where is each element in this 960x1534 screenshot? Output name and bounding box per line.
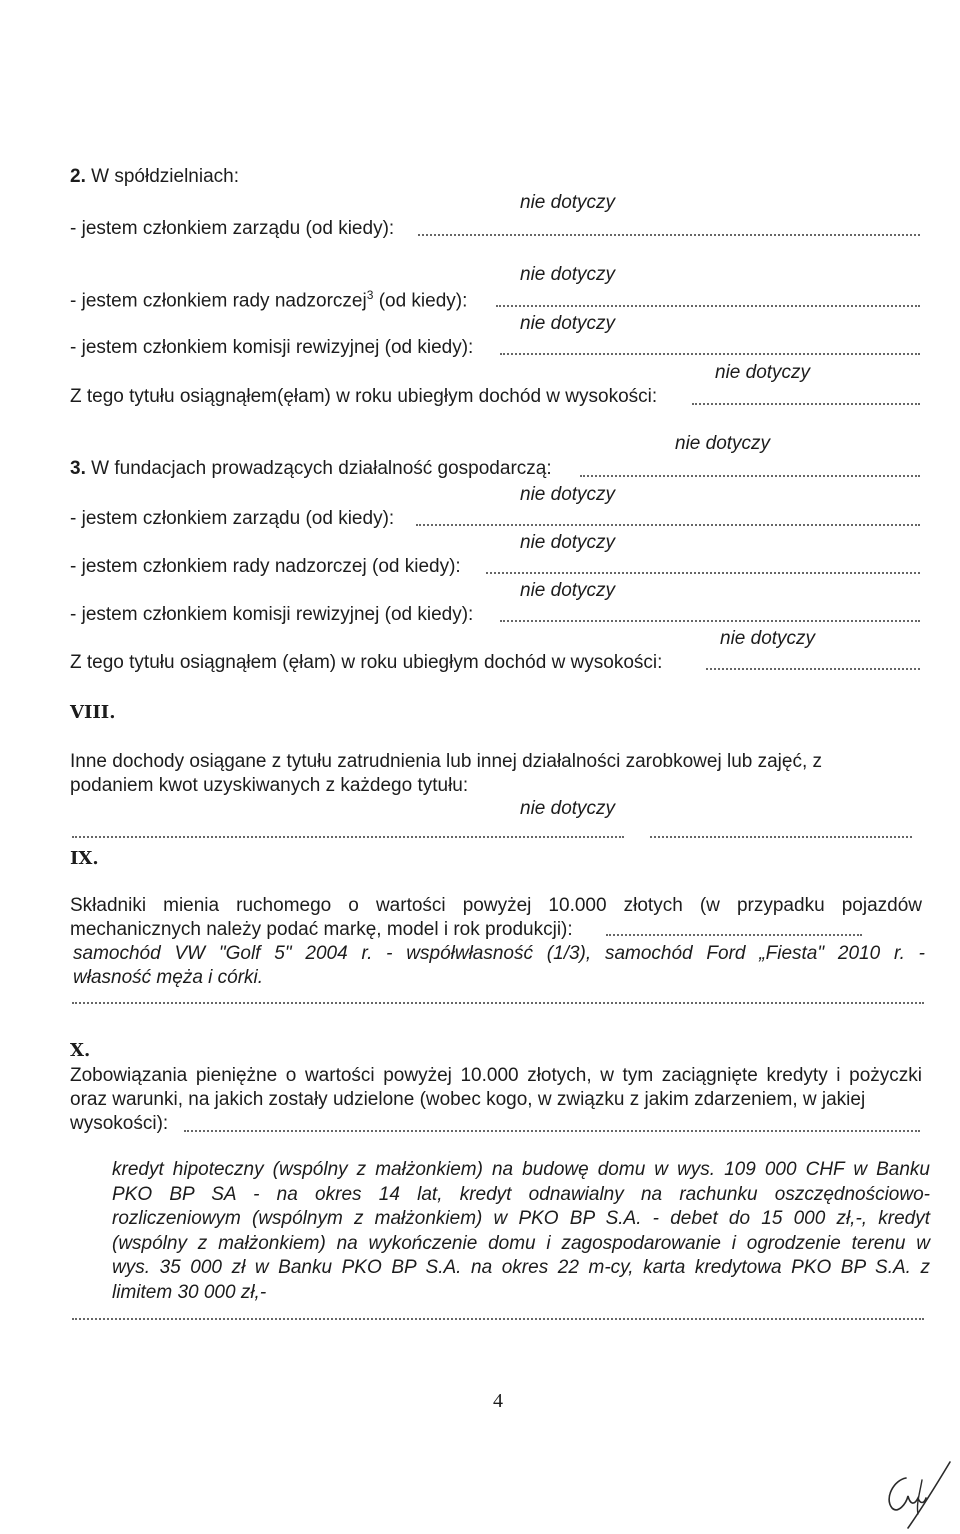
section-10-answer-line6: limitem 30 000 zł,- (112, 1281, 267, 1303)
s2-row4-dotted-line (692, 403, 920, 405)
s2-row2-value: nie dotyczy (520, 264, 616, 285)
section-8-dotted-line-a (72, 836, 624, 838)
s2-row2-label (70, 288, 467, 312)
s3-row1-label: - jestem członkiem zarządu (od kiedy): (70, 508, 395, 529)
section-10-text (70, 1064, 922, 1136)
s3-row4-value: nie dotyczy (720, 628, 816, 649)
s2-row4-value: nie dotyczy (715, 362, 811, 383)
section-8-value: nie dotyczy (520, 798, 616, 819)
section-8-text (70, 750, 822, 798)
s3-row1-value: nie dotyczy (520, 484, 616, 505)
section-3-title-text: W fundacjach prowadzących działalność gospodarczą: (91, 458, 552, 479)
section-8-heading: VIII. (70, 702, 116, 723)
s3-row4-dotted-line (706, 668, 920, 670)
s2-row1-label: - jestem członkiem zarządu (od kiedy): (70, 218, 395, 239)
s2-row4-label: Z tego tytułu osiągnąłem(ęłam) w roku ubiegłym dochód w wysokości: (70, 386, 658, 407)
section-10-heading: X. (70, 1040, 91, 1061)
section-2-number: 2. (70, 166, 86, 187)
s3-row3-dotted-line (500, 620, 920, 622)
section-2-title-text: W spółdzielniach: (91, 166, 239, 187)
section-9-dotted-line (606, 934, 862, 936)
s2-row2-label-pre: - jestem członkiem rady nadzorczej (70, 290, 367, 312)
section-10-answer (112, 1158, 930, 1305)
s3-row4-label: Z tego tytułu osiągnąłem (ęłam) w roku ubiegłym dochód w wysokości: (70, 652, 663, 673)
s3-row1-dotted-line (416, 524, 920, 526)
section-10-text-line3: wysokości): (70, 1113, 169, 1134)
s3-title-value: nie dotyczy (675, 433, 771, 454)
page-number: 4 (493, 1390, 503, 1412)
section-10-text-line2: oraz warunki, na jakich zostały udzielone (wobec kogo, w związku z jakim zdarzeniem, w jakiej (70, 1089, 866, 1110)
section-10-answer-line4: (wspólny z małżonkiem) na wykończenie domu i zagospodarowanie i ogrodzenie terenu w (112, 1232, 930, 1254)
section-10-answer-line1: kredyt hipoteczny (wspólny z małżonkiem) na budowę domu w wys. 109 000 CHF w Banku (112, 1159, 930, 1180)
section-10-bottom-dotted-line (72, 1318, 924, 1320)
s2-row3-dotted-line (500, 353, 920, 355)
section-2-title (70, 166, 239, 188)
s2-row3-value: nie dotyczy (520, 313, 616, 334)
section-9-text-line1: Składniki mienia ruchomego o wartości powyżej 10.000 złotych (w przypadku pojazdów (70, 895, 922, 916)
section-8-dotted-line-b (650, 836, 912, 838)
s3-row2-dotted-line (486, 572, 920, 574)
s2-row3-label: - jestem członkiem komisji rewizyjnej (od kiedy): (70, 337, 474, 358)
section-9-answer-line2: własność męża i córki. (73, 967, 264, 988)
section-9-bottom-dotted-line (72, 1002, 924, 1004)
section-9-answer-line1: samochód VW "Golf 5" 2004 r. - współwłasność (1/3), samochód Ford „Fiesta" 2010 r. - (73, 943, 925, 964)
section-9-heading: IX. (70, 848, 99, 869)
section-10-answer-line3: rozliczeniowym (wspólnym z małżonkiem) w PKO BP S.A. - debet do 15 000 zł,-, kredyt (112, 1208, 930, 1229)
section-10-answer-line2: PKO BP SA - na okres 14 lat, kredyt odnawialny na rachunku oszczędnościowo- (112, 1183, 930, 1205)
s3-row2-label: - jestem członkiem rady nadzorczej (od kiedy): (70, 556, 461, 577)
s2-row2-label-post: (od kiedy): (378, 290, 468, 312)
s3-row3-label: - jestem członkiem komisji rewizyjnej (od kiedy): (70, 604, 474, 625)
footnote-ref: 3 (366, 288, 374, 302)
section-3-title (70, 458, 552, 480)
section-8-text-line2: podaniem kwot uzyskiwanych z każdego tytułu: (70, 775, 469, 796)
section-9-answer (73, 942, 925, 990)
section-10-text-line1: Zobowiązania pieniężne o wartości powyżej 10.000 złotych, w tym zaciągnięte kredyty i pożyczki (70, 1065, 922, 1086)
section-10-dotted-line (184, 1130, 920, 1132)
section-8-text-line1: Inne dochody osiągane z tytułu zatrudnienia lub innej działalności zarobkowej lub zajęć, z (70, 751, 823, 772)
s3-title-dotted-line (580, 475, 920, 477)
s2-row1-dotted-line (418, 234, 920, 236)
s3-row3-value: nie dotyczy (520, 580, 616, 601)
s2-row2-dotted-line (496, 305, 920, 307)
s2-row1-value: nie dotyczy (520, 192, 616, 213)
section-3-number: 3. (70, 458, 86, 479)
section-10-answer-line5: wys. 35 000 zł w Banku PKO BP S.A. na okres 22 m-cy, karta kredytowa PKO BP S.A. z (112, 1257, 930, 1278)
section-9-text-line2: mechanicznych należy podać markę, model i rok produkcji): (70, 919, 573, 940)
s3-row2-value: nie dotyczy (520, 532, 616, 553)
handwritten-initials (872, 1458, 952, 1530)
